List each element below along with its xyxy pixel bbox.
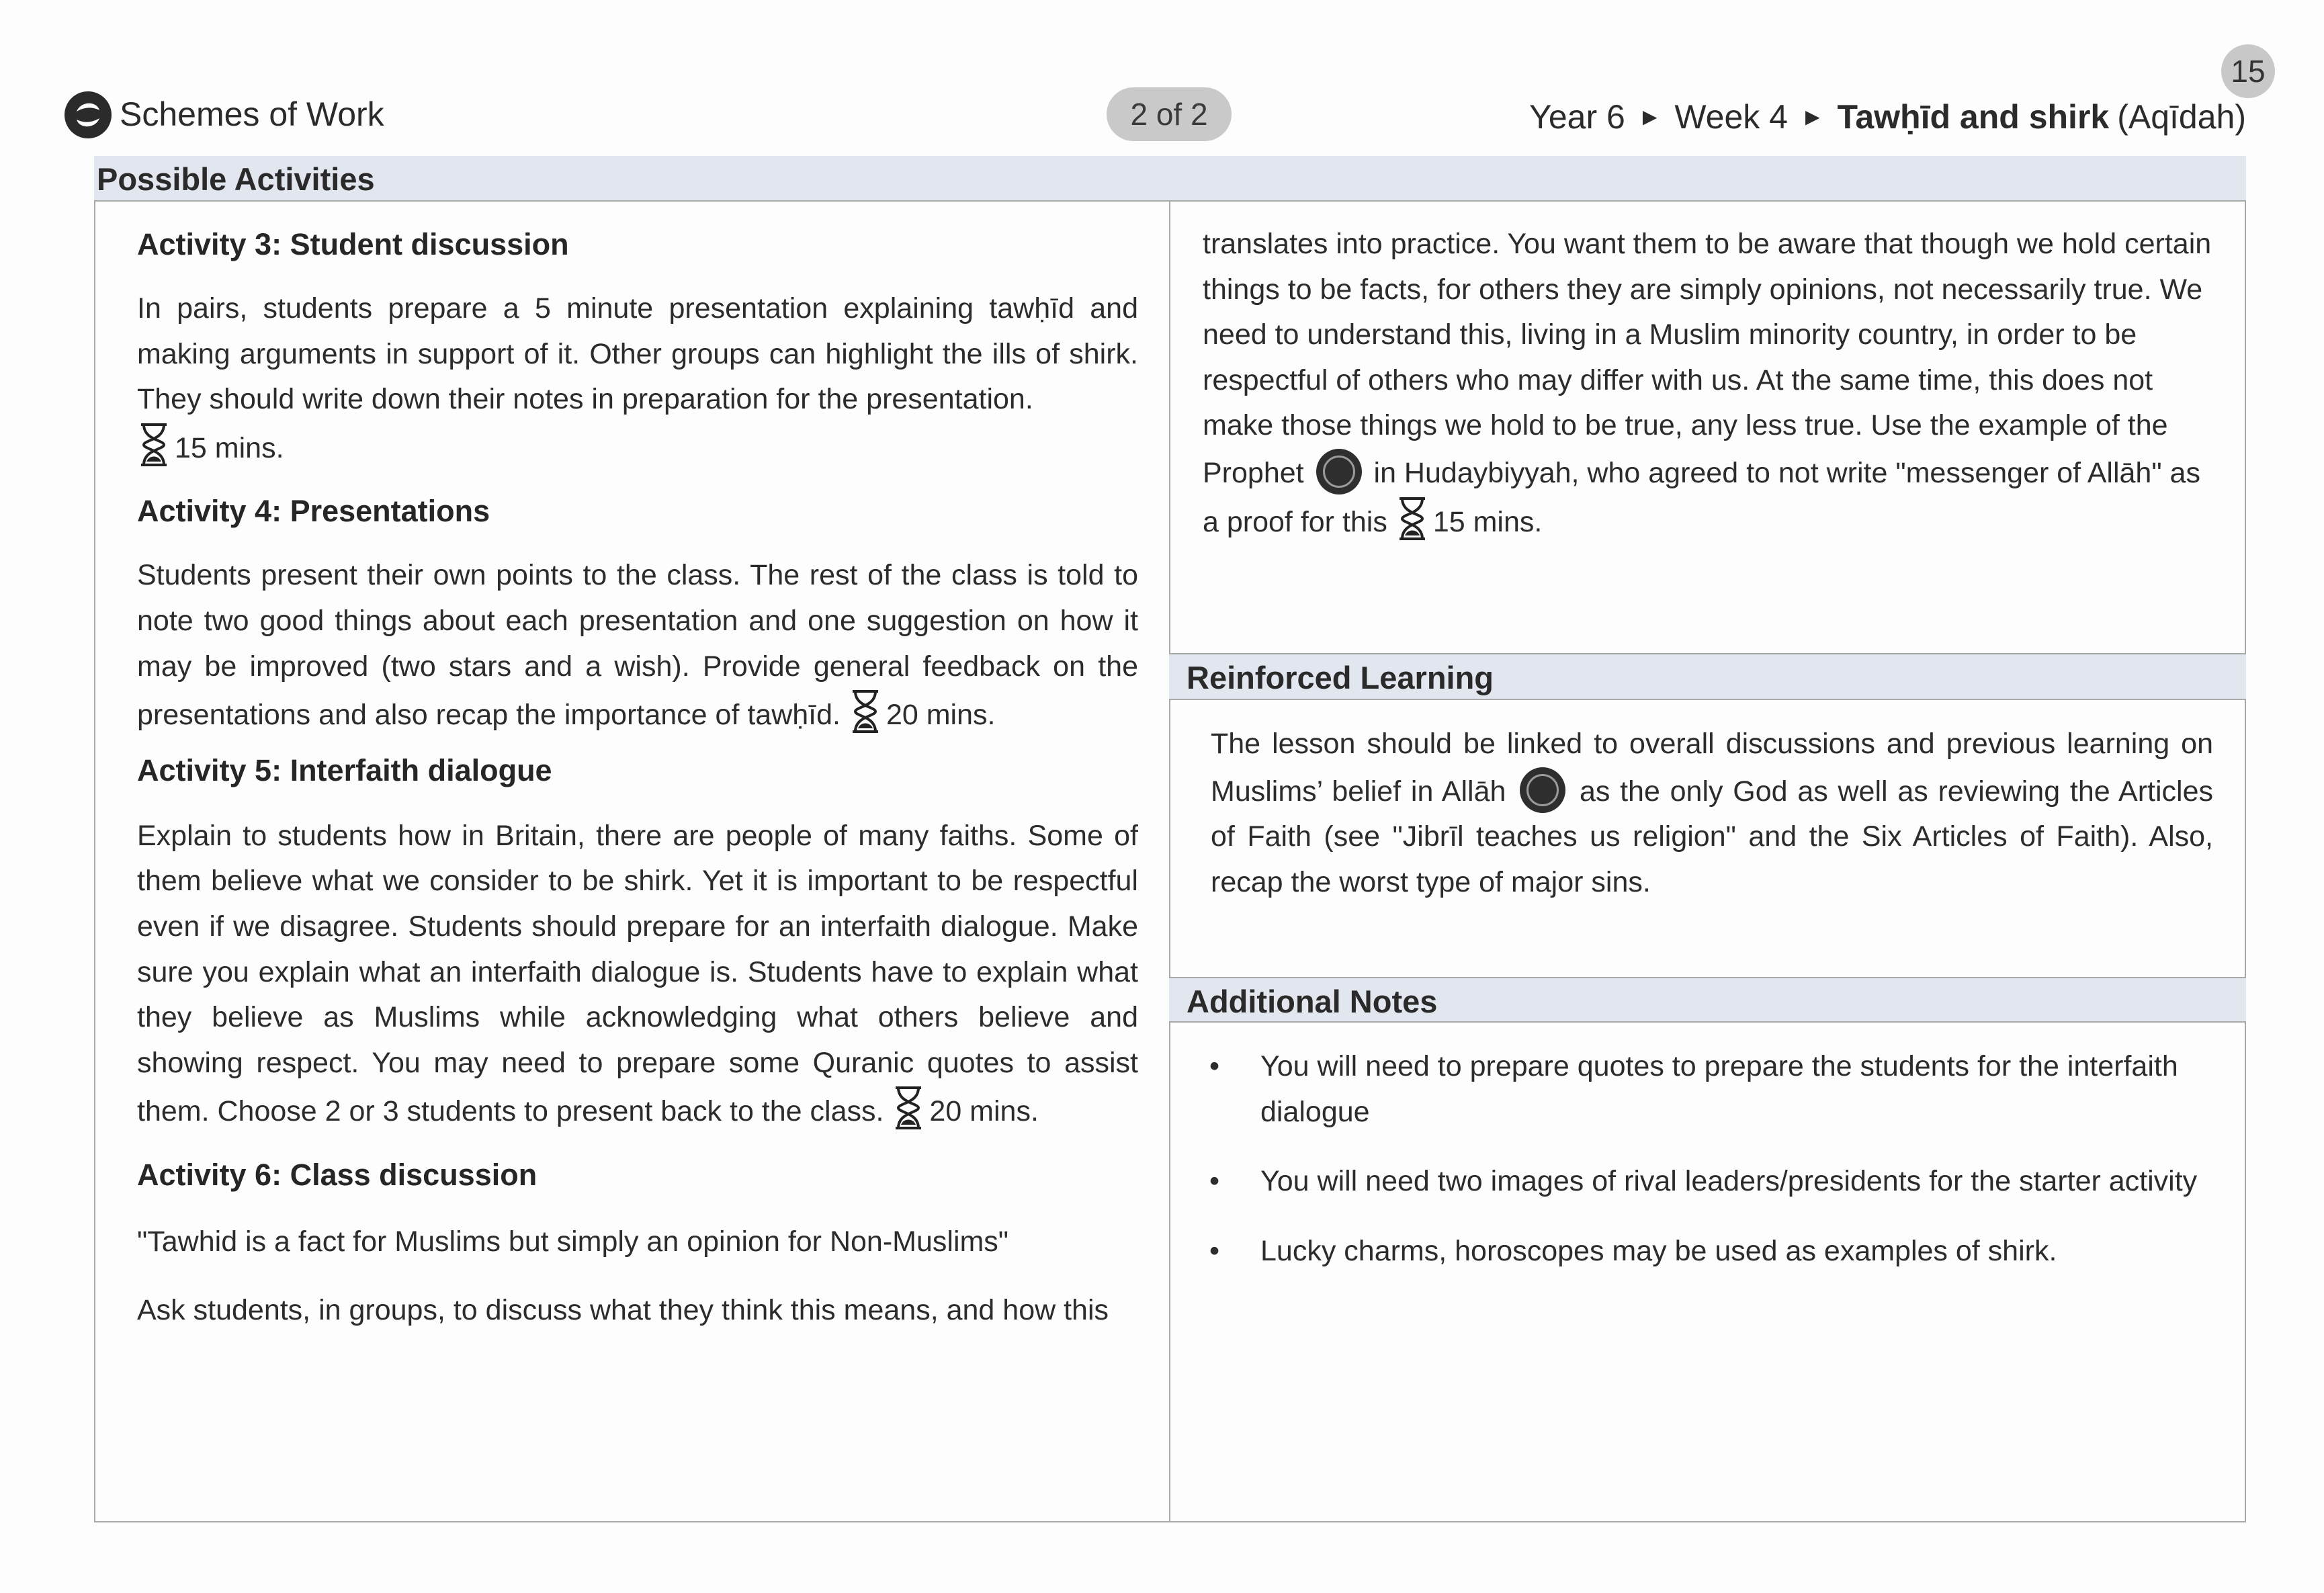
activity-6-quote: "Tawhid is a fact for Muslims but simply an opinion for Non-Muslims" — [137, 1225, 1009, 1258]
additional-notes-list-wrap — [1209, 1044, 2214, 1298]
activity-3-heading: Activity 3: Student discussion — [137, 227, 569, 261]
list-item — [1209, 1229, 2214, 1275]
activity-3-time: 15 mins. — [175, 431, 284, 464]
breadcrumb-week: Week 4 — [1674, 98, 1788, 136]
note-text: You will need to prepare quotes to prepare the students for the interfaith dialogue — [1260, 1050, 2178, 1128]
section-title-possible-activities: Possible Activities — [94, 156, 2246, 200]
hourglass-icon — [892, 1086, 925, 1130]
activity-6-continued-body: translates into practice. You want them to be aware that though we hold certain things to be facts, for others they are simply opinions, not necessarily true. We need to understand this, living in a Muslim minority country, in order to be respectful of others who may differ with us. At the same time, this does not make those things we hold to be true, any less true. Use the example of the Prophet — [1203, 228, 2212, 489]
triangle-right-icon: ▶ — [1805, 106, 1820, 127]
bullet-icon: • — [1209, 1165, 1220, 1198]
hourglass-icon — [137, 423, 171, 467]
page-number: 15 — [2221, 44, 2275, 98]
breadcrumb — [1529, 95, 2246, 138]
activity-4-text — [137, 553, 1138, 738]
reinforced-learning-body-1: The lesson should be linked to overall discussions and previous learning on Muslims’ belief in Allāh — [1211, 728, 2213, 808]
list-item — [1209, 1159, 2214, 1205]
page-indicator-badge: 2 of 2 — [1107, 87, 1232, 141]
salawat-seal-icon — [1316, 449, 1362, 494]
activity-6-continued-time: 15 mins. — [1432, 505, 1543, 538]
schemes-logo-icon — [64, 91, 112, 138]
triangle-right-icon: ▶ — [1642, 106, 1658, 127]
bullet-icon: • — [1209, 1234, 1220, 1267]
activities-right-column — [1203, 222, 2214, 545]
reinforced-learning-body-2: as the only God as well as reviewing the Articles of Faith (see "Jibrīl teaches us religion" and the Six Articles of Faith). Also, recap the worst type of major sins. — [1211, 775, 2214, 898]
subhanahu-seal-icon — [1520, 767, 1565, 813]
activity-4-heading: Activity 4: Presentations — [137, 494, 490, 529]
activity-5-heading: Activity 5: Interfaith dialogue — [137, 752, 552, 787]
breadcrumb-year: Year 6 — [1529, 98, 1625, 136]
activity-4-time: 20 mins. — [886, 699, 996, 732]
activity-6-heading: Activity 6: Class discussion — [137, 1157, 537, 1192]
bullet-icon: • — [1209, 1050, 1220, 1082]
section-title-additional-notes: Additional Notes — [1169, 978, 2246, 1023]
hourglass-icon — [1395, 497, 1429, 541]
reinforced-learning-text — [1211, 722, 2213, 905]
activities-left-column — [137, 224, 1138, 1333]
list-item — [1209, 1044, 2214, 1135]
section-title-reinforced-learning: Reinforced Learning — [1169, 654, 2246, 699]
brand-title: Schemes of Work — [120, 95, 384, 133]
activity-5-time: 20 mins. — [929, 1095, 1039, 1128]
activity-6-continued-body-2: in Hudaybiyyah, who agreed to not write "messenger of Allāh" as a proof for this — [1203, 456, 2200, 538]
hourglass-icon — [849, 689, 882, 734]
breadcrumb-topic-category: (Aqīdah) — [2117, 98, 2246, 136]
note-text: You will need two images of rival leaders/presidents for the starter activity — [1260, 1165, 2198, 1198]
activity-5-text — [137, 814, 1138, 1135]
note-text: Lucky charms, horoscopes may be used as examples of shirk. — [1260, 1234, 2057, 1267]
activity-3-body: In pairs, students prepare a 5 minute presentation explaining tawḥīd and making arguments in support of it. Other groups can highlight the ills of shirk. They should write down their notes in preparation for the presentation. — [137, 292, 1138, 416]
additional-notes-list — [1209, 1044, 2214, 1274]
breadcrumb-topic: Tawḥīd and shirk — [1837, 98, 2110, 136]
activity-6-continued — [1203, 222, 2214, 545]
activity-5-body: Explain to students how in Britain, there are people of many faiths. Some of them believe what we consider to be shirk. Yet it is important to be respectful even if we disagree. Students should prepare for an interfaith dialogue. Make sure you explain what an interfaith dialogue is. Students have to explain what they believe as Muslims while acknowledging what others believe and showing respect. You may need to prepare some Quranic quotes to assist them. Choose 2 or 3 students to present back to the class. — [137, 819, 1138, 1128]
activity-4-body: Students present their own points to the class. The rest of the class is told to note two good things about each presentation and one suggestion on how it may be improved (two stars and a wish). Provide general feedback on the presentations and also recap the importance of tawḥīd. — [137, 559, 1138, 732]
activity-3-text — [137, 286, 1138, 471]
activity-6-text: Ask students, in groups, to discuss what they think this means, and how this — [137, 1293, 1109, 1326]
